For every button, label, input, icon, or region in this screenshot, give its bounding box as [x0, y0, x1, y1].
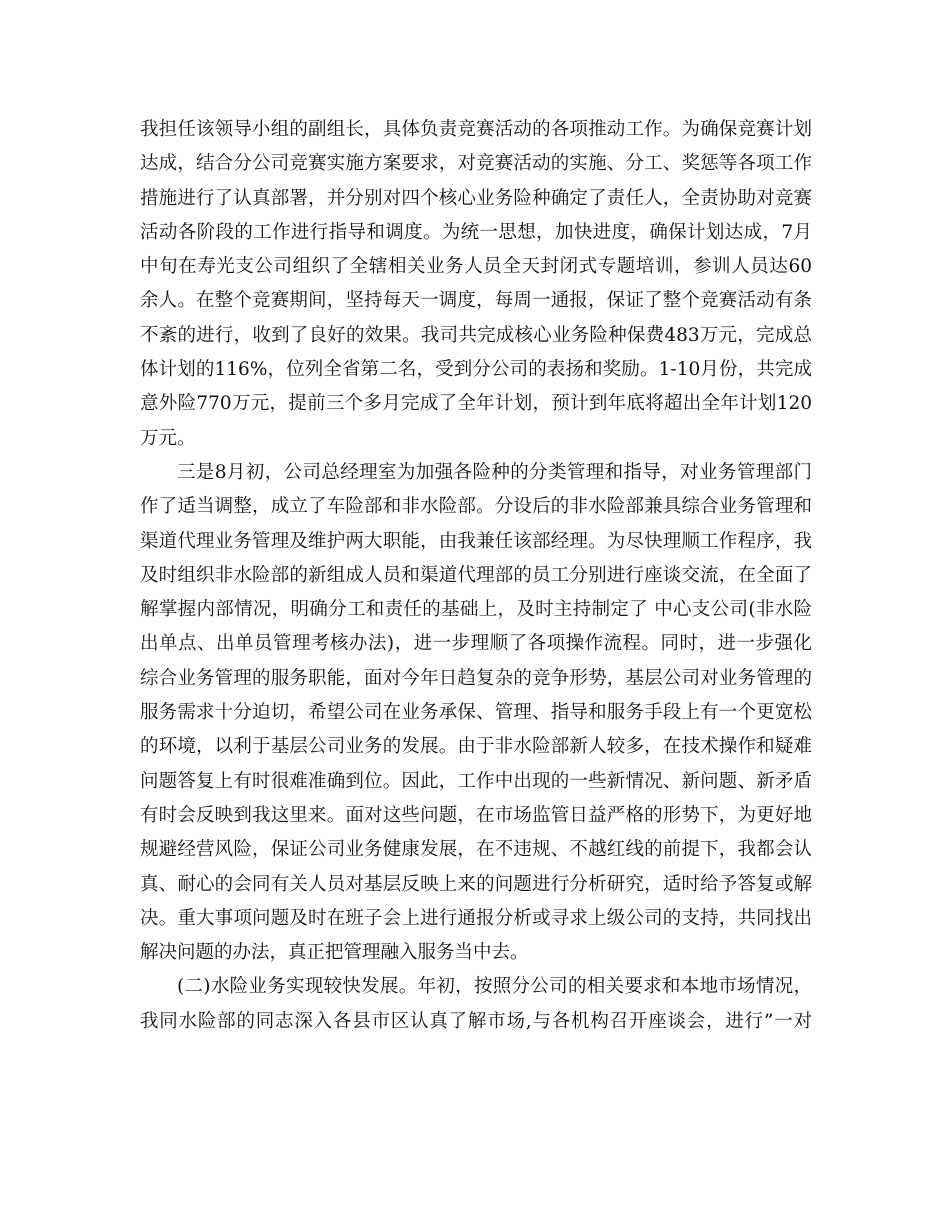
text-line: 渠道代理业务管理及维护两大职能，由我兼任该部经理。为尽快理顺工作程序，我	[140, 530, 812, 552]
text-line: 决。重大事项问题及时在班子会上进行通报分析或寻求上级公司的支持，共同找出	[140, 907, 812, 929]
document-body	[140, 113, 812, 1039]
text-line: 余人。在整个竞赛期间，坚持每天一调度，每周一通报，保证了整个竞赛活动有条	[140, 290, 812, 312]
text-line: 问题答复上有时很难准确到位。因此，工作中出现的一些新情况、新问题、新矛盾	[140, 770, 812, 792]
paragraph-1	[140, 113, 812, 456]
text-line: 措施进行了认真部署，并分别对四个核心业务险种确定了责任人，全责协助对竞赛	[140, 187, 812, 209]
text-line: 达成，结合分公司竞赛实施方案要求，对竞赛活动的实施、分工、奖惩等各项工作	[140, 153, 812, 175]
text-line: 真、耐心的会同有关人员对基层反映上来的问题进行分析研究，适时给予答复或解	[140, 873, 812, 895]
text-line: 我同水险部的同志深入各县市区认真了解市场,与各机构召开座谈会，进行”一对	[140, 1010, 812, 1032]
paragraph-2	[140, 456, 812, 970]
text-line: 我担任该领导小组的副组长，具体负责竞赛活动的各项推动工作。为确保竞赛计划	[140, 119, 812, 140]
text-line: 意外险770万元，提前三个多月完成了全年计划，预计到年底将超出全年计划120	[140, 393, 812, 415]
text-line: 出单点、出单员管理考核办法)，进一步理顺了各项操作流程。同时，进一步强化	[140, 633, 812, 655]
text-line: 服务需求十分迫切，希望公司在业务承保、管理、指导和服务手段上有一个更宽松	[140, 702, 812, 724]
text-line: 解掌握内部情况，明确分工和责任的基础上，及时主持制定了 中心支公司(非水险	[140, 599, 812, 621]
text-line: (二)水险业务实现较快发展。年初，按照分公司的相关要求和本地市场情况，	[177, 976, 812, 998]
text-line: 有时会反映到我这里来。面对这些问题，在市场监管日益严格的形势下，为更好地	[140, 804, 812, 826]
text-line: 中旬在寿光支公司组织了全辖相关业务人员全天封闭式专题培训，参训人员达60	[140, 256, 812, 278]
text-line: 万元。	[140, 427, 196, 449]
text-line: 活动各阶段的工作进行指导和调度。为统一思想，加快进度，确保计划达成，7月	[140, 221, 812, 243]
text-line: 不紊的进行，收到了良好的效果。我司共完成核心业务险种保费483万元，完成总	[140, 324, 812, 346]
text-line: 及时组织非水险部的新组成人员和渠道代理部的员工分别进行座谈交流，在全面了	[140, 564, 812, 586]
text-line: 解决问题的办法，真正把管理融入服务当中去。	[140, 942, 529, 964]
text-line: 体计划的116%，位列全省第二名，受到分公司的表扬和奖励。1-10月份，共完成	[140, 359, 812, 381]
paragraph-3	[140, 970, 812, 1039]
text-line: 作了适当调整，成立了车险部和非水险部。分设后的非水险部兼具综合业务管理和	[140, 496, 812, 518]
text-line: 的环境，以利于基层公司业务的发展。由于非水险部新人较多，在技术操作和疑难	[140, 736, 812, 758]
text-line: 规避经营风险，保证公司业务健康发展，在不违规、不越红线的前提下，我都会认	[140, 839, 812, 861]
text-line: 三是8月初，公司总经理室为加强各险种的分类管理和指导，对业务管理部门	[177, 461, 812, 483]
text-line: 综合业务管理的服务职能，面对今年日趋复杂的竞争形势，基层公司对业务管理的	[140, 667, 812, 689]
